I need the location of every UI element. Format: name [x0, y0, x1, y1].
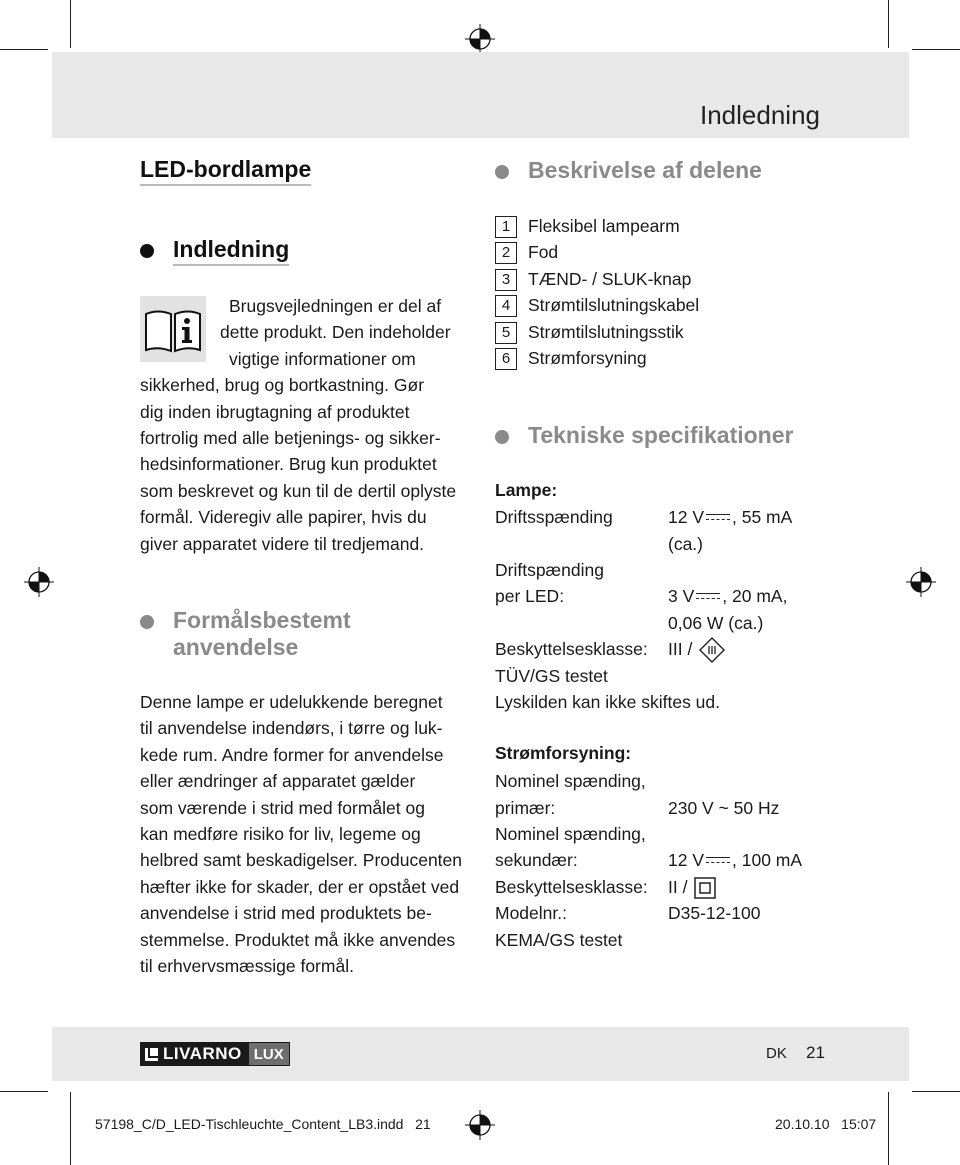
spec-value	[668, 636, 725, 663]
part-label: Strømforsyning	[528, 347, 647, 368]
spec-value	[668, 847, 802, 873]
language-code: DK	[766, 1045, 787, 1062]
protection-class-iii-icon	[699, 637, 725, 663]
registration-mark-icon	[465, 1110, 495, 1140]
intended-use-paragraph	[140, 689, 470, 979]
spec-label: per LED:	[495, 586, 565, 606]
intended-use-heading-line1: Formålsbestemt	[173, 607, 351, 633]
current-value: , 55 mA	[732, 507, 793, 527]
spec-label: Nominel spænding,	[495, 771, 646, 791]
spec-label: Beskyttelsesklasse:	[495, 877, 648, 897]
spec-label: Modelnr.:	[495, 903, 567, 923]
brand-mark-icon	[145, 1048, 158, 1061]
dc-symbol-icon	[694, 590, 722, 604]
spec-value	[668, 874, 716, 900]
voltage-value: 12 V	[668, 850, 704, 870]
crop-mark	[912, 49, 960, 50]
parts-heading-text: Beskrivelse af delene	[528, 157, 762, 183]
part-number: 4	[495, 295, 517, 317]
crop-mark	[0, 49, 48, 50]
page-number: 21	[806, 1043, 825, 1062]
voltage-value: 12 V	[668, 507, 704, 527]
part-number: 1	[495, 216, 517, 238]
text-line: eller ændringer af apparatet gælder	[140, 771, 416, 792]
text-line: til anvendelse indendørs, i tørre og luk-	[140, 718, 443, 739]
text-line: dig inden ibrugtagning af produktet	[140, 401, 410, 422]
text-line: sikkerhed, brug og bortkastning. Gør	[140, 375, 425, 396]
text-line: til erhvervsmæssige formål.	[140, 956, 354, 977]
certification-text: TÜV/GS testet	[495, 666, 608, 686]
text-line: vigtige informationer om	[229, 348, 416, 369]
intro-heading-text: Indledning	[173, 236, 290, 262]
spec-value	[668, 583, 787, 609]
intro-paragraph	[140, 293, 470, 557]
bullet-icon	[140, 244, 154, 258]
spec-value	[668, 504, 792, 530]
spec-label: Driftsspænding	[495, 507, 613, 527]
brand-sub: LUX	[248, 1042, 290, 1066]
slug-file-info: 57198_C/D_LED-Tischleuchte_Content_LB3.indd 21	[95, 1116, 431, 1132]
text-line: fortrolig med alle betjenings- og sikker-	[140, 428, 441, 449]
brand-logo	[140, 1042, 290, 1066]
crop-mark	[0, 1091, 48, 1092]
text-line: hedsinformationer. Brug kun produktet	[140, 454, 437, 475]
spec-label: sekundær:	[495, 850, 578, 870]
slug-date-info: 20.10.10 15:07	[775, 1116, 877, 1132]
spec-value: 0,06 W (ca.)	[668, 613, 764, 633]
text-line: giver apparatet videre til tredjemand.	[140, 533, 425, 554]
text-line: som værende i strid med formålet og	[140, 797, 425, 818]
specs-heading-text: Tekniske specifikationer	[528, 422, 794, 448]
registration-mark-icon	[465, 24, 495, 54]
text-line: som beskrevet og kun til de dertil oplyste	[140, 480, 457, 501]
spec-label: Nominel spænding,	[495, 824, 646, 844]
text-line: stemmelse. Produktet må ikke anvendes	[140, 929, 456, 950]
text-line: dette produkt. Den indeholder	[220, 322, 451, 343]
part-label: Fod	[528, 242, 559, 263]
part-label: Strømtilslutningskabel	[528, 295, 700, 316]
spec-value: 230 V ~ 50 Hz	[668, 798, 780, 818]
bullet-icon	[140, 615, 154, 629]
light-source-note: Lyskilden kan ikke skiftes ud.	[495, 692, 721, 712]
text-line: anvendelse i strid med produktets be-	[140, 903, 432, 924]
spec-value-note: (ca.)	[668, 534, 703, 554]
registration-mark-icon	[906, 567, 936, 597]
part-label: Strømtilslutningsstik	[528, 321, 684, 342]
protection-class-value: III /	[668, 639, 693, 659]
registration-mark-icon	[24, 567, 54, 597]
part-label: TÆND- / SLUK-knap	[528, 268, 692, 289]
text-line: kan medføre risiko for liv, legeme og	[140, 824, 421, 845]
crop-mark	[70, 1092, 71, 1165]
power-supply-spec-heading: Strømforsyning:	[495, 743, 632, 763]
bullet-icon	[495, 430, 509, 444]
dc-symbol-icon	[704, 511, 732, 525]
spec-label: primær:	[495, 798, 556, 818]
text-line: kede rum. Andre former for anvendelse	[140, 744, 444, 765]
intended-use-heading-line2: anvendelse	[173, 634, 299, 660]
text-line: helbred samt beskadigelser. Producenten	[140, 850, 463, 871]
crop-mark	[70, 0, 71, 48]
part-number: 3	[495, 269, 517, 291]
part-number: 5	[495, 322, 517, 344]
voltage-value: 3 V	[668, 586, 695, 606]
brand-name: LIVARNO	[163, 1044, 242, 1063]
section-header-title: Indledning	[700, 100, 820, 130]
dc-symbol-icon	[704, 854, 732, 868]
spec-value: D35-12-100	[668, 903, 761, 923]
crop-mark	[912, 1091, 960, 1092]
crop-mark	[888, 0, 889, 48]
crop-mark	[888, 1092, 889, 1165]
text-line: Denne lampe er udelukkende beregnet	[140, 692, 443, 712]
certification-text: KEMA/GS testet	[495, 930, 623, 950]
text-line: formål. Videregiv alle papirer, hvis du	[140, 507, 427, 528]
bullet-icon	[495, 165, 509, 179]
text-line: Brugsvejledningen er del af	[229, 296, 442, 316]
spec-label: Driftspænding	[495, 560, 604, 580]
document-title: LED-bordlampe	[140, 156, 312, 182]
current-value: , 20 mA,	[722, 586, 788, 606]
part-number: 2	[495, 242, 517, 264]
text-line: hæfter ikke for skader, der er opstået ved	[140, 876, 460, 897]
protection-class-value: II /	[668, 877, 688, 897]
protection-class-ii-icon	[694, 877, 716, 899]
lamp-spec-heading: Lampe:	[495, 480, 558, 500]
part-label: Fleksibel lampearm	[528, 216, 680, 236]
spec-label: Beskyttelsesklasse:	[495, 639, 648, 659]
current-value: , 100 mA	[732, 850, 803, 870]
part-number: 6	[495, 348, 517, 370]
